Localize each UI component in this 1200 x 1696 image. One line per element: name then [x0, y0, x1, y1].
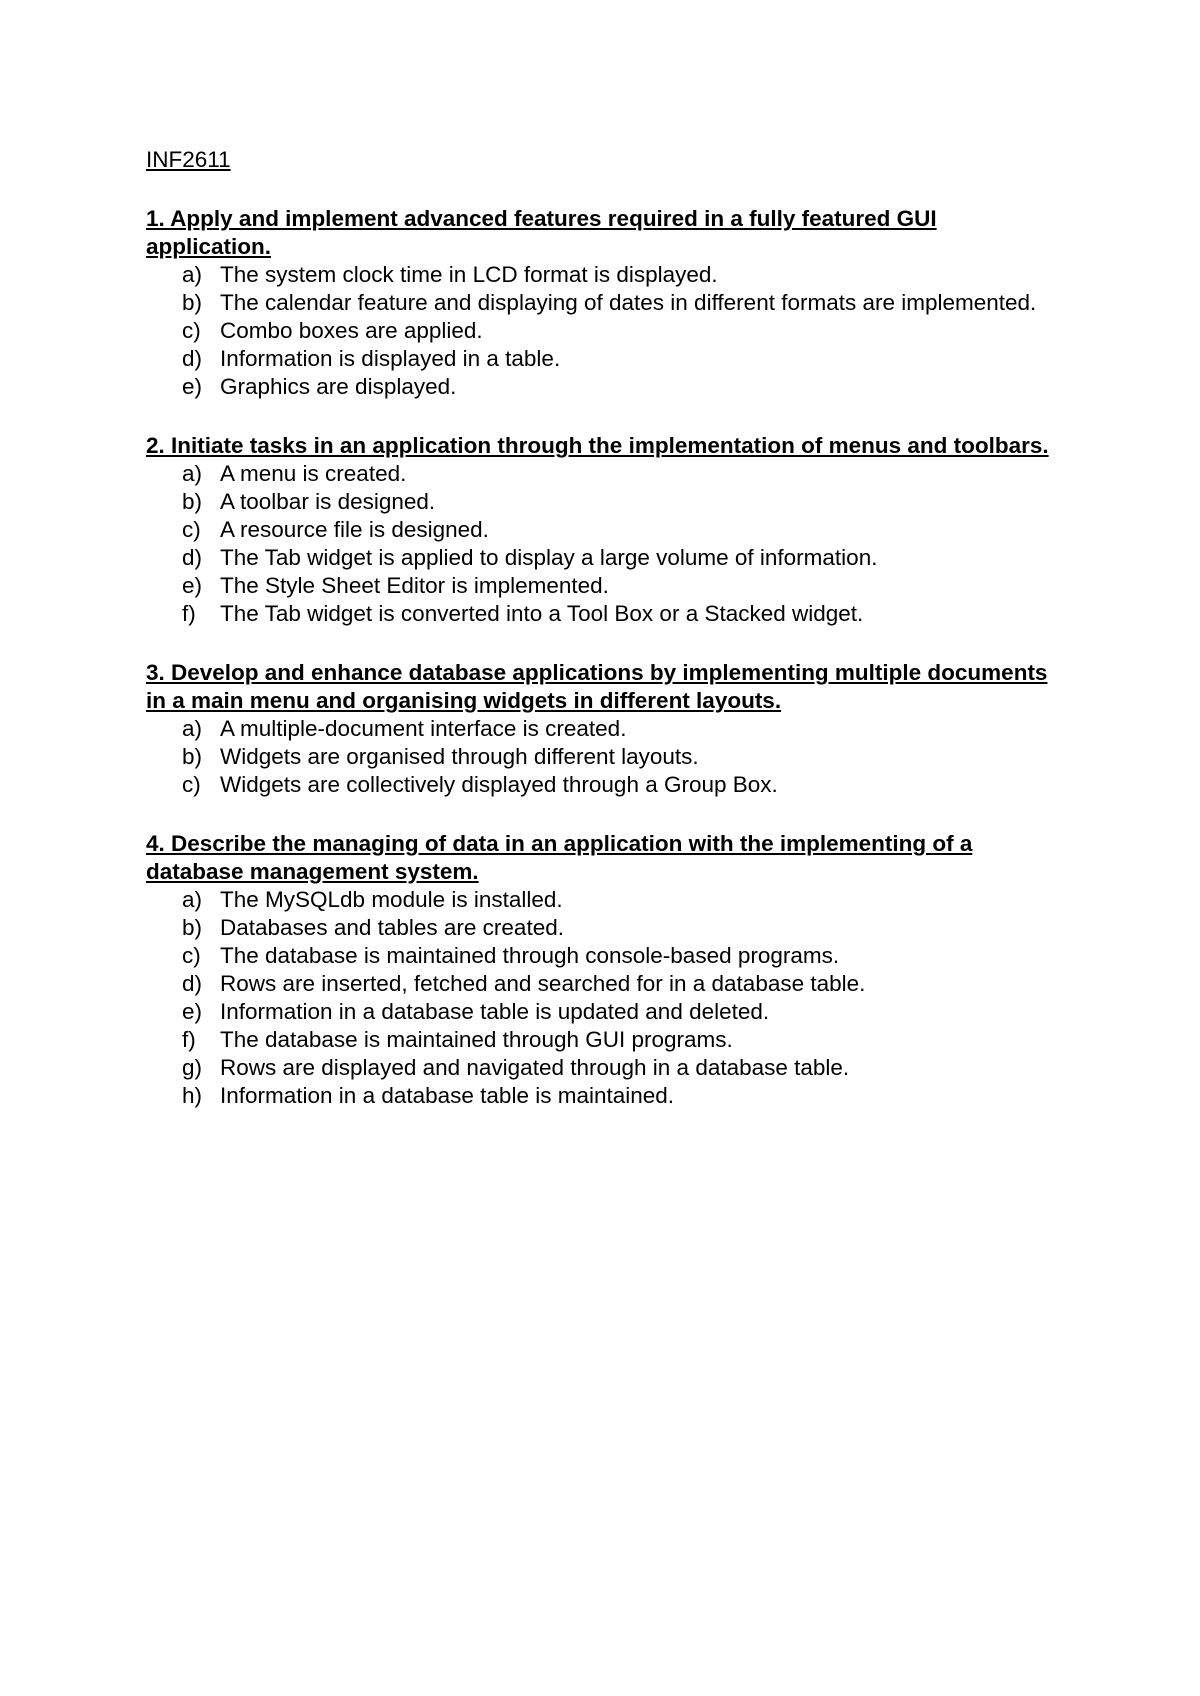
criterion-item	[146, 572, 1066, 600]
criterion-letter-cell	[146, 572, 220, 600]
criterion-letter: d)	[182, 545, 203, 570]
criterion-text: Widgets are organised through different layouts.	[220, 744, 699, 769]
criterion-letter-cell	[146, 1054, 220, 1082]
outcome-section	[146, 659, 1066, 799]
criterion-text: The system clock time in LCD format is displayed.	[220, 262, 718, 287]
criterion-letter-cell	[146, 488, 220, 516]
criterion-item	[146, 488, 1066, 516]
criteria-list	[146, 261, 1066, 401]
criterion-text: The Tab widget is converted into a Tool Box or a Stacked widget.	[220, 601, 864, 626]
criterion-letter: b)	[182, 290, 203, 315]
criterion-letter-cell	[146, 771, 220, 799]
criterion-letter-cell	[146, 998, 220, 1026]
criterion-item	[146, 1082, 1066, 1110]
criterion-letter-cell	[146, 743, 220, 771]
criterion-letter: b)	[182, 744, 203, 769]
criterion-letter-cell	[146, 715, 220, 743]
outcome-heading: 4. Describe the managing of data in an application with the implementing of a database management system.	[146, 831, 973, 884]
outcomes-list	[146, 205, 1066, 1110]
criterion-text: The MySQLdb module is installed.	[220, 887, 563, 912]
criterion-letter-cell	[146, 914, 220, 942]
criterion-item	[146, 743, 1066, 771]
criterion-text: Databases and tables are created.	[220, 915, 564, 940]
criterion-letter-cell	[146, 317, 220, 345]
criterion-letter-cell	[146, 460, 220, 488]
criterion-text: A toolbar is designed.	[220, 489, 436, 514]
criterion-letter-cell	[146, 600, 220, 628]
criterion-letter: c)	[182, 772, 201, 797]
criterion-letter-cell	[146, 289, 220, 317]
criterion-item	[146, 886, 1066, 914]
criterion-text: Rows are inserted, fetched and searched for in a database table.	[220, 971, 866, 996]
criterion-item	[146, 715, 1066, 743]
criterion-item	[146, 914, 1066, 942]
criterion-letter: a)	[182, 887, 203, 912]
criterion-letter: e)	[182, 999, 203, 1024]
criterion-letter-cell	[146, 345, 220, 373]
criterion-item	[146, 289, 1066, 317]
criterion-item	[146, 345, 1066, 373]
criterion-letter: a)	[182, 716, 203, 741]
criterion-letter: f)	[182, 1027, 196, 1052]
criterion-text: A resource file is designed.	[220, 517, 489, 542]
criterion-letter: e)	[182, 573, 203, 598]
criterion-text: Graphics are displayed.	[220, 374, 457, 399]
outcome-section	[146, 830, 1066, 1110]
criterion-letter-cell	[146, 516, 220, 544]
criterion-text: A menu is created.	[220, 461, 407, 486]
document-code: INF2611	[146, 147, 231, 172]
criteria-list	[146, 460, 1066, 628]
criterion-item	[146, 373, 1066, 401]
criterion-item	[146, 771, 1066, 799]
criterion-item	[146, 1026, 1066, 1054]
criterion-letter: c)	[182, 517, 201, 542]
outcome-heading: 3. Develop and enhance database applications by implementing multiple documents in a main menu and organising widgets in different layouts.	[146, 660, 1048, 713]
criterion-item	[146, 317, 1066, 345]
criterion-item	[146, 1054, 1066, 1082]
criterion-letter: b)	[182, 489, 203, 514]
criteria-list	[146, 715, 1066, 799]
criteria-list	[146, 886, 1066, 1110]
criterion-letter: e)	[182, 374, 203, 399]
criterion-letter: c)	[182, 318, 201, 343]
outcome-heading: 2. Initiate tasks in an application through the implementation of menus and toolbars.	[146, 433, 1049, 458]
criterion-item	[146, 600, 1066, 628]
criterion-letter-cell	[146, 373, 220, 401]
criterion-text: Information in a database table is updated and deleted.	[220, 999, 770, 1024]
criterion-letter: d)	[182, 346, 203, 371]
criterion-letter: g)	[182, 1055, 203, 1080]
criterion-text: Information in a database table is maintained.	[220, 1083, 675, 1108]
criterion-item	[146, 460, 1066, 488]
outcome-section	[146, 205, 1066, 401]
criterion-text: The Tab widget is applied to display a large volume of information.	[220, 545, 878, 570]
criterion-item	[146, 998, 1066, 1026]
criterion-text: Rows are displayed and navigated through in a database table.	[220, 1055, 850, 1080]
criterion-letter-cell	[146, 1026, 220, 1054]
criterion-letter-cell	[146, 942, 220, 970]
criterion-letter: a)	[182, 461, 203, 486]
criterion-text: The calendar feature and displaying of dates in different formats are implemented.	[220, 290, 1037, 315]
criterion-item	[146, 544, 1066, 572]
outcome-section	[146, 432, 1066, 628]
criterion-text: The Style Sheet Editor is implemented.	[220, 573, 609, 598]
criterion-item	[146, 970, 1066, 998]
document-page	[146, 146, 1066, 1141]
criterion-letter: f)	[182, 601, 196, 626]
criterion-item	[146, 516, 1066, 544]
criterion-item	[146, 261, 1066, 289]
criterion-text: Information is displayed in a table.	[220, 346, 561, 371]
criterion-text: Widgets are collectively displayed through a Group Box.	[220, 772, 778, 797]
criterion-text: The database is maintained through console-based programs.	[220, 943, 840, 968]
criterion-text: The database is maintained through GUI programs.	[220, 1027, 733, 1052]
criterion-letter-cell	[146, 544, 220, 572]
criterion-letter: c)	[182, 943, 201, 968]
criterion-letter: h)	[182, 1083, 203, 1108]
criterion-letter-cell	[146, 886, 220, 914]
criterion-item	[146, 942, 1066, 970]
criterion-letter-cell	[146, 261, 220, 289]
criterion-letter: a)	[182, 262, 203, 287]
criterion-text: Combo boxes are applied.	[220, 318, 483, 343]
criterion-letter: b)	[182, 915, 203, 940]
outcome-heading: 1. Apply and implement advanced features required in a fully featured GUI application.	[146, 206, 937, 259]
criterion-letter: d)	[182, 971, 203, 996]
criterion-letter-cell	[146, 970, 220, 998]
criterion-letter-cell	[146, 1082, 220, 1110]
criterion-text: A multiple-document interface is created.	[220, 716, 627, 741]
